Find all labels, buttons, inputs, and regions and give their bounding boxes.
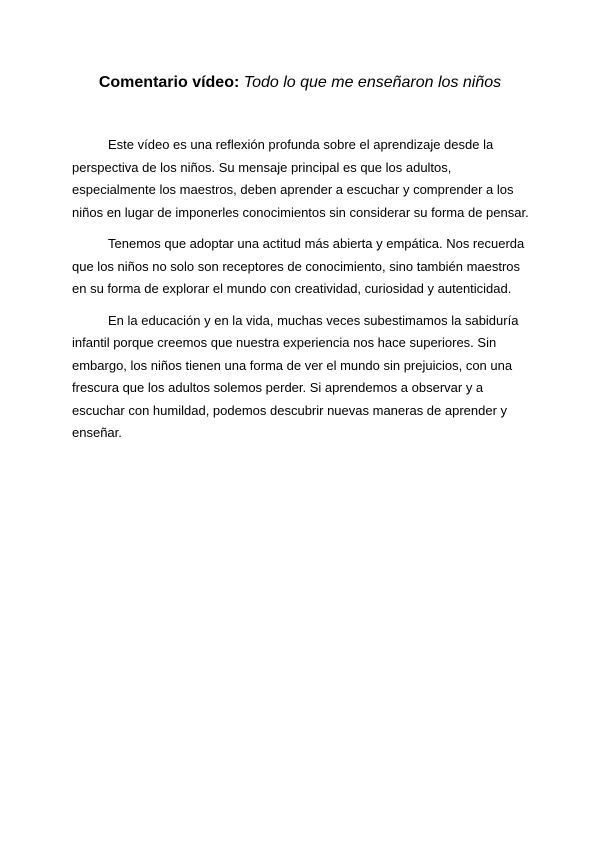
title-subtitle: Todo lo que me enseñaron los niños bbox=[243, 74, 502, 91]
document-body bbox=[72, 134, 536, 454]
title-lead: Comentario vídeo: bbox=[98, 74, 240, 91]
paragraph-1: Este vídeo es una reflexión profunda sobre el aprendizaje desde la perspectiva de los niños. Su mensaje principal es que los adultos, especialmente los maestros, deben aprender a escuchar y comprender a los niños en lugar de imponerles conocimientos sin considerar su forma de pensar. bbox=[72, 137, 529, 220]
paragraph-2: Tenemos que adoptar una actitud más abierta y empática. Nos recuerda que los niños no solo son receptores de conocimiento, sino también maestros en su forma de explorar el mundo con creatividad, curiosidad y autenticidad. bbox=[72, 236, 525, 296]
document-title bbox=[0, 72, 600, 94]
paragraph-3: En la educación y en la vida, muchas veces subestimamos la sabiduría infantil porque creemos que nuestra experiencia nos hace superiores. Sin embargo, los niños tienen una forma de ver el mundo sin prejuicios, con una frescura que los adultos solemos perder. Si aprendemos a observar y a escuchar con humildad, podemos descubrir nuevas maneras de aprender y enseñar. bbox=[72, 312, 519, 440]
